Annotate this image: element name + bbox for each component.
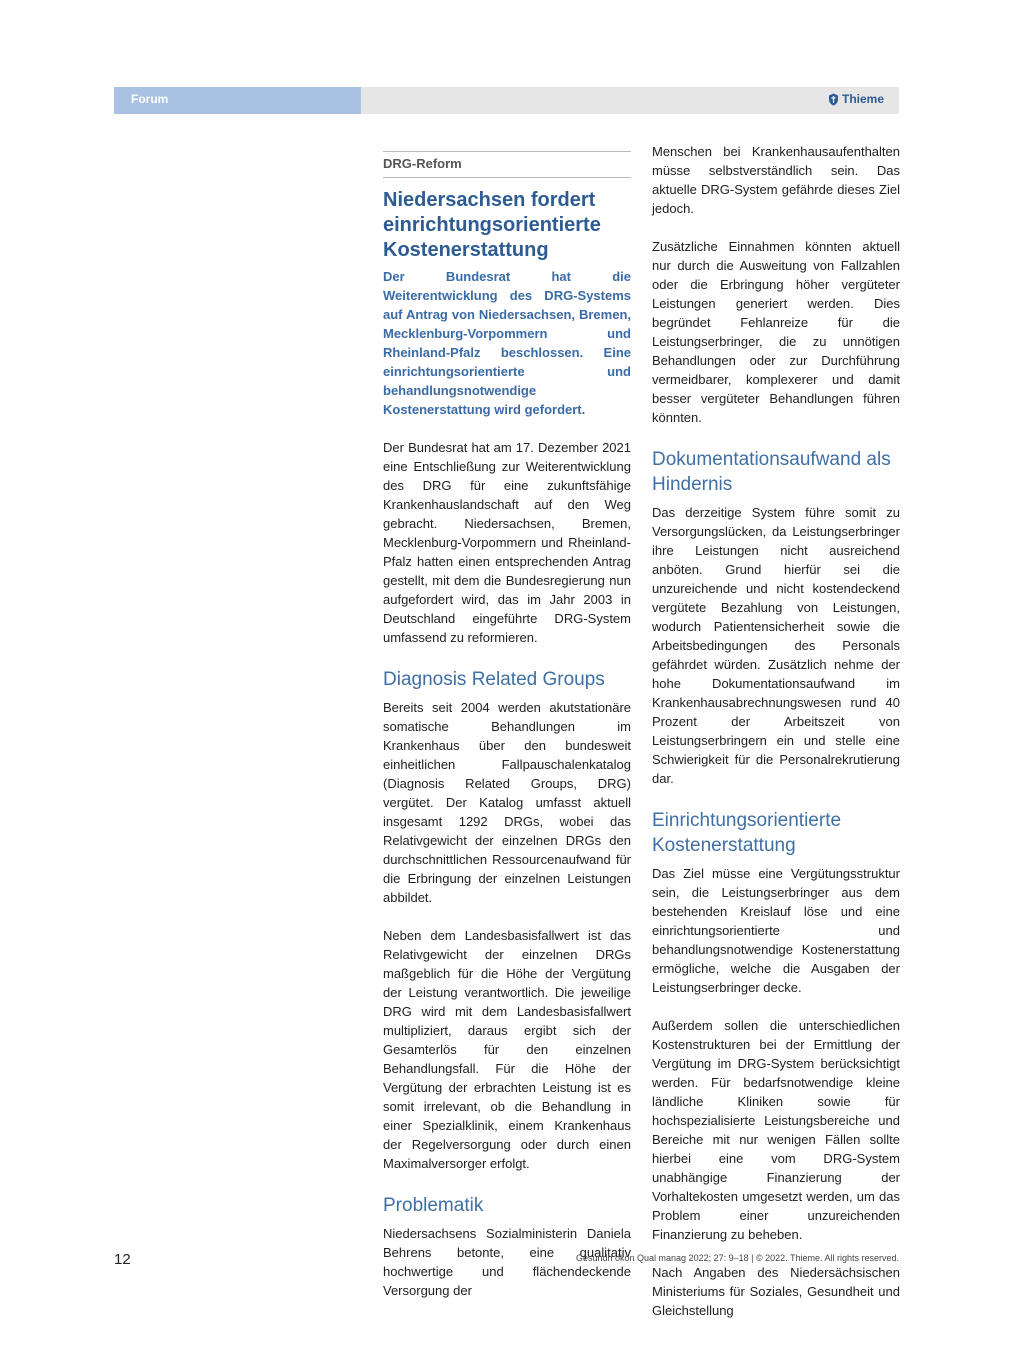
section-bar xyxy=(114,87,361,114)
thieme-logo-icon xyxy=(828,93,839,106)
brand-name: Thieme xyxy=(841,92,884,106)
header-bar xyxy=(361,87,899,114)
paragraph: Menschen bei Krankenhausaufenthalten müsse selbstverständlich sein. Das aktuelle DRG-System gefährde dieses Ziel jedoch. xyxy=(652,144,900,216)
paragraph: Das Ziel müsse eine Vergütungsstruktur sein, die Leistungserbringer aus dem bestehenden Kreislauf löse und eine einrichtungsorientierte und behandlungsnotwendige Kostenerstattung ermögliche, welche die Ausgaben der Leistungserbringer decke. xyxy=(652,866,900,995)
paragraph: Außerdem sollen die unterschiedlichen Kostenstrukturen bei der Ermittlung der Vergütung im DRG-System berücksichtigt werden. Für bedarfsnotwendige kleine ländliche Kliniken sowie für hochspezialisierte Leistungsbereiche und Bereiche mit nur wenigen Fällen sollte hierbei eine vom DRG-System unabhängige Finanzierung der Vorhaltekosten umgesetzt werden, um das Problem einer unzureichenden Finanzierung zu beheben. xyxy=(652,1018,900,1242)
publisher-brand xyxy=(828,92,884,106)
paragraph: Niedersachsens Sozialministerin Daniela Behrens betonte, eine qualitativ hochwertige und flächendeckende Versorgung der xyxy=(383,1226,631,1298)
section-label: Forum xyxy=(131,92,169,106)
left-column xyxy=(383,151,631,1300)
paragraph: Zusätzliche Einnahmen könnten aktuell nur durch die Ausweitung von Fallzahlen oder die Erbringung höher vergüteter Leistungen generiert werden. Dies begründet Fehlanreize für die Leistungserbringer, die zu unnötigen Behandlungen oder zur Durchführung vermeidbarer, komplexerer und damit besser vergüteter Behandlungen führen könnten. xyxy=(652,239,900,425)
right-column xyxy=(652,142,900,1320)
article-title: Niedersachsen fordert einrichtungsorientierte Kostenerstattung xyxy=(383,189,601,261)
page-number: 12 xyxy=(114,1251,131,1268)
paragraph: Das derzeitige System führe somit zu Versorgungslücken, da Leistungserbringer ihre Leistungen nicht ausreichend anböten. Grund hierfür sei die unzureichende und nicht kostendeckend vergütete Bezahlung von Leistungen, wodurch Patientensicherheit sowie die Arbeitsbedingungen des Personals gefährdet würden. Zusätzlich nehme der hohe Dokumentationsaufwand im Krankenhausabrechnungswesen rund 40 Prozent der Arbeitszeit von Leistungserbringern ein und stelle eine Schwierigkeit für die Personalrekrutierung dar. xyxy=(652,505,900,786)
section-heading-dokumentation: Dokumentationsaufwand als Hindernis xyxy=(652,449,891,495)
intro-paragraph: Der Bundesrat hat am 17. Dezember 2021 eine Entschließung zur Weiterentwicklung des DRG für eine zukunftsfähige Krankenhauslandschaft auf den Weg gebracht. Niedersachsen, Bremen, Mecklenburg-Vorpommern und Rheinland-Pfalz hatten einen entsprechenden Antrag gestellt, mit dem die Bundesregierung nun aufgefordert wird, das im Jahr 2003 in Deutschland eingeführte DRG-System umfassend zu reformieren. xyxy=(383,440,631,645)
paragraph: Bereits seit 2004 werden akutstationäre somatische Behandlungen im Krankenhaus über den bundesweit einheitlichen Fallpauschalenkatalog (Diagnosis Related Groups, DRG) vergütet. Der Katalog umfasst aktuell insgesamt 1292 DRGs, wobei das Relativgewicht der einzelnen DRGs den durchschnittlichen Ressourcenaufwand für die Erbringung der einzelnen Leistungen abbildet. xyxy=(383,700,631,905)
section-heading-kostenerstattung: Einrichtungsorientierte Kostenerstattung xyxy=(652,810,842,856)
article-lead: Der Bundesrat hat die Weiterentwicklung des DRG-Systems auf Antrag von Niedersachsen, Bremen, Mecklenburg-Vorpommern und Rheinland-Pfalz beschlossen. Eine einrichtungsorientierte und behandlungsnotwendige Kostenerstattung wird gefordert. xyxy=(383,269,631,417)
paragraph: Nach Angaben des Niedersächsischen Ministeriums für Soziales, Gesundheit und Gleichstellung xyxy=(652,1265,900,1318)
section-heading-drg: Diagnosis Related Groups xyxy=(383,669,605,690)
paragraph: Neben dem Landesbasisfallwert ist das Relativgewicht der einzelnen DRGs maßgeblich für die Höhe der Vergütung der Leistung verantwortlich. Die jeweilige DRG wird mit dem Landesbasisfallwert multipliziert, daraus ergibt sich der Gesamterlös für den einzelnen Behandlungsfall. Für die Höhe der Vergütung der erbrachten Leistung ist es somit irrelevant, ob die Behandlung in einer Spezialklinik, einem Krankenhaus der Regelversorgung oder durch einen Maximalversorger erfolgt. xyxy=(383,928,631,1171)
article-kicker: DRG-Reform xyxy=(383,151,631,178)
section-heading-problematik: Problematik xyxy=(383,1195,484,1216)
footer-citation: Gesundh ökon Qual manag 2022; 27: 9–18 | © 2022. Thieme. All rights reserved. xyxy=(575,1253,899,1263)
